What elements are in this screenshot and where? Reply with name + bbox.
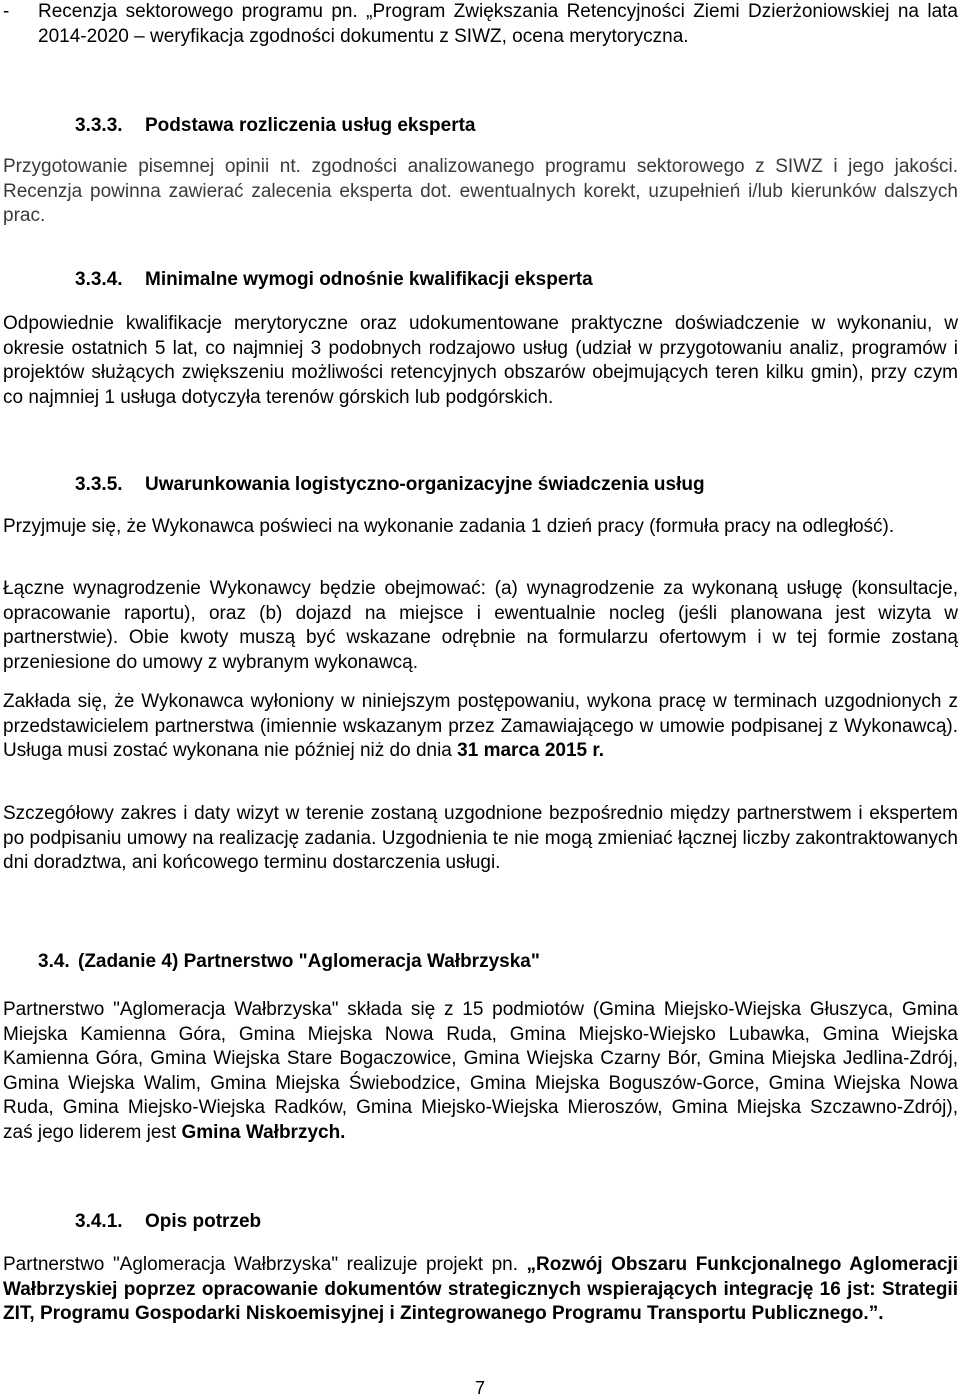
project-title-end: ”. [868, 1303, 884, 1324]
section-334-body: Odpowiednie kwalifikacje merytoryczne oraz udokumentowane praktyczne doświadczenie w wykonaniu, w okresie ostatnich 5 lat, co najmniej 3 podobnych rodzajowo usług (udział w przygotowaniu analiz, programów i projektów służących zwiększeniu możliwości retencyjnych obszarów obejmujących teren kilku gmin), przy czym co najmniej 1 usługa dotyczyła terenów górskich lub podgórskich. [3, 313, 958, 408]
section-title: Opis potrzeb [145, 1211, 262, 1232]
section-341-body [3, 1253, 958, 1327]
leader-name: Gmina Wałbrzych. [181, 1121, 346, 1143]
deadline-date: 31 marca 2015 r. [457, 740, 605, 761]
section-title: Minimalne wymogi odnośnie kwalifikacji eksperta [145, 269, 593, 290]
paragraph-text: Partnerstwo "Aglomeracja Wałbrzyska" składa się z 15 podmiotów (Gmina Miejsko-Wiejska Głuszyca, Gmina Miejska Kamienna Góra, Gmina Miejska Nowa Ruda, Gmina Miejsko-Wiejsko Lubawka, Gmina Wiejska Kamienna Góra, Gmina Wiejska Stare Bogaczowice, Gmina Wiejska Czarny Bór, Gmina Miejska Jedlina-Zdrój, Gmina Wiejska Walim, Gmina Miejska Świebodzice, Gmina Miejska Boguszów-Gorce, Gmina Wiejska Nowa Ruda, Gmina Miejsko-Wiejska Radków, Gmina Miejsko-Wiejska Mieroszów, Gmina Miejska Szczawno-Zdrój), zaś jego liderem jest [3, 999, 958, 1143]
section-heading-335 [75, 473, 705, 498]
section-34-body [3, 998, 958, 1145]
bullet-marker: - [3, 1, 10, 22]
section-number: 3.3.4. [75, 269, 123, 290]
section-number: 3.3.5. [75, 474, 123, 495]
page-number: 7 [474, 1378, 485, 1398]
section-number: 3.4.1. [75, 1211, 123, 1232]
section-title: Podstawa rozliczenia usług eksperta [145, 115, 476, 136]
section-335-paragraph-3 [3, 690, 958, 764]
section-number: 3.3.3. [75, 115, 123, 136]
paragraph-text: Partnerstwo "Aglomeracja Wałbrzyska" realizuje projekt pn. [3, 1254, 527, 1275]
bullet-item [0, 0, 960, 80]
section-number: 3.4. [38, 951, 70, 972]
section-335-paragraph-1: Przyjmuje się, że Wykonawca poświeci na wykonanie zadania 1 dzień pracy (formuła pracy na odległość). [3, 516, 895, 537]
section-heading-34 [38, 950, 540, 975]
section-335-paragraph-2: Łączne wynagrodzenie Wykonawcy będzie obejmować: (a) wynagrodzenie za wykonaną usługę (konsultacje, opracowanie raportu), oraz (b) dojazd na miejsce i ewentualnie nocleg (jeśli planowana jest wizyta w partnerstwie). Obie kwoty muszą być wskazane odrębnie na formularzu ofertowym i w tej formie zostaną przeniesione do umowy z wybranym wykonawcą. [3, 578, 958, 673]
paragraph-text: Zakłada się, że Wykonawca wyłoniony w niniejszym postępowaniu, wykona pracę w terminach uzgodnionych z przedstawicielem partnerstwa (imiennie wskazanym przez Zamawiającego w umowie podpisanej z Wykonawcą). Usługa musi zostać wykonana nie później niż do dnia [3, 691, 958, 761]
section-335-paragraph-4: Szczegółowy zakres i daty wizyt w terenie zostaną uzgodnione bezpośrednio między partnerstwem i ekspertem po podpisaniu umowy na realizację zadania. Uzgodnienia te nie mogą zmieniać łącznej liczby zakontraktowanych dni doradztwa, ani końcowego terminu dostarczenia usługi. [3, 803, 958, 873]
section-heading-334 [75, 268, 593, 293]
section-title: (Zadanie 4) Partnerstwo "Aglomeracja Wałbrzyska" [78, 951, 540, 972]
section-333-body: Przygotowanie pisemnej opinii nt. zgodności analizowanego programu sektorowego z SIWZ i jego jakości. Recenzja powinna zawierać zalecenia eksperta dot. ewentualnych korekt, uzupełnień i/lub kierunków dalszych prac. [3, 156, 958, 226]
section-heading-333 [75, 114, 476, 139]
section-title: Uwarunkowania logistyczno-organizacyjne świadczenia usług [145, 474, 705, 495]
project-title: „Rozwój Obszaru Funkcjonalnego Aglomeracji Wałbrzyskiej poprzez opracowanie dokumentów strategicznych wspierających integrację 16 jst: Strategii ZIT, Programu Gospodarki Niskoemisyjnej i Zintegrowanego Programu Transportu Publicznego. [3, 1254, 958, 1324]
section-heading-341 [75, 1210, 261, 1235]
bullet-text: Recenzja sektorowego programu pn. „Program Zwiększania Retencyjności Ziemi Dzierżoniowskiej na lata 2014-2020 – weryfikacja zgodności dokumentu z SIWZ, ocena merytoryczna. [38, 1, 958, 47]
